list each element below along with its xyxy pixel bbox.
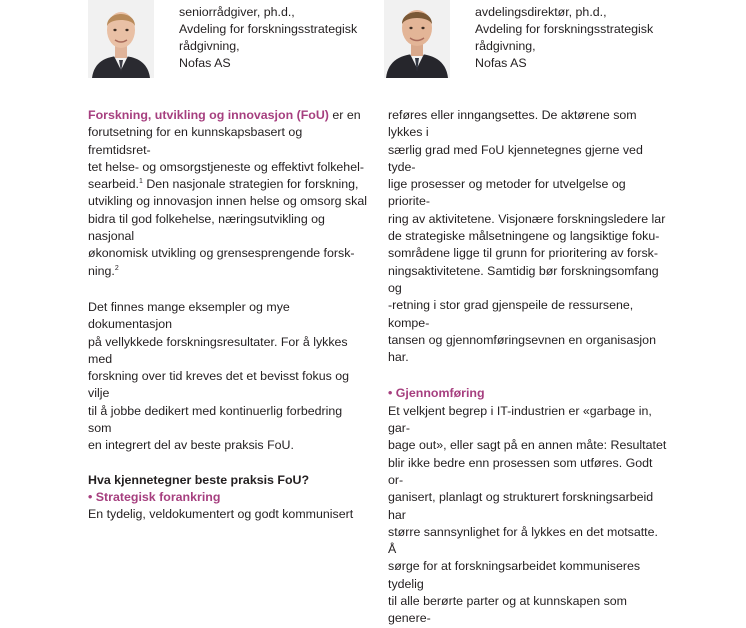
intro-line: tet helse- og omsorgstjeneste og effektivt folkehel- — [88, 159, 364, 174]
paragraph-line: ningsaktivitetene. Samtidig bør forskningsomfang og — [388, 263, 659, 295]
paragraph-line: forskning over tid kreves det et bevisst fokus og vilje — [88, 369, 350, 401]
author-2-role: avdelingsdirektør, ph.d., — [475, 5, 607, 19]
paragraph-line: blir ikke bedre enn prosessen som utføres. Godt or- — [388, 455, 653, 487]
intro-line: er en — [328, 108, 361, 122]
author-1-info — [179, 4, 357, 72]
intro-line: bidra til god folkehelse, næringsutvikling og nasjonal — [88, 211, 325, 244]
right-column — [388, 107, 668, 628]
intro-line: searbeid. — [88, 177, 139, 192]
intro-line: ning. — [88, 263, 115, 278]
intro-line: utvikling og innovasjon innen helse og omsorg skal — [88, 194, 367, 209]
paragraph-line: på vellykkede forskningsresultater. For å lykkes med — [88, 334, 348, 366]
paragraph-line: -retning i stor grad gjenspeile de ressursene, kompe- — [388, 298, 634, 330]
author-2-info — [475, 4, 653, 72]
paragraph-2 — [88, 299, 368, 455]
intro-line: Den nasjonale strategien for forskning, — [142, 177, 359, 192]
paragraph-line: ganisert, planlagt og strukturert forskningsarbeid har — [388, 490, 654, 522]
paragraph-line: reføres eller inngangsettes. De aktørene som lykkes i — [388, 108, 637, 140]
paragraph-line: Det finnes mange eksempler og mye dokumentasjon — [88, 299, 290, 332]
paragraph-gjennomforing — [388, 403, 668, 628]
author-photo-2 — [384, 0, 450, 78]
author-1-dept-line1: Avdeling for forskningsstrategisk — [179, 22, 358, 36]
paragraph-line: til å jobbe dedikert med kontinuerlig forbedring som — [88, 403, 343, 436]
paragraph-line: En tydelig, veldokumentert og godt kommunisert — [88, 507, 354, 522]
paragraph-continued — [388, 107, 668, 366]
footnote-ref-1: 1 — [138, 178, 143, 186]
paragraph-line: tansen og gjennomføringsevnen en organisasjon har. — [388, 332, 656, 365]
paragraph-line: til alle berørte parter og at kunnskapen som genere- — [388, 594, 627, 626]
paragraph-line: bage out», eller sagt på en annen måte: Resultatet — [388, 438, 667, 453]
author-2-dept-line2: rådgivning, — [475, 39, 536, 53]
paragraph-line: ring av aktivitetene. Visjonære forskningsledere lar — [388, 211, 666, 226]
intro-paragraph — [88, 107, 368, 280]
author-1-role: seniorrådgiver, ph.d., — [179, 5, 295, 19]
left-column — [88, 107, 368, 524]
author-photo-1 — [88, 0, 154, 78]
author-1-org: Nofas AS — [179, 56, 231, 70]
author-2-org: Nofas AS — [475, 56, 527, 70]
bullet-gjennomforing: • Gjennomføring — [388, 386, 485, 401]
paragraph-line: særlig grad med FoU kjennetegnes gjerne ved tyde- — [388, 142, 643, 174]
footnote-ref-2: 2 — [114, 264, 119, 272]
paragraph-line: en integrert del av beste praksis FoU. — [88, 438, 294, 453]
paragraph-line: sområdene ligge til grunn for prioritering av forsk- — [388, 246, 658, 261]
paragraph-line: de strategiske målsetningene og langsiktige foku- — [388, 229, 660, 244]
bullet-strategisk-forankring: • Strategisk forankring — [88, 489, 221, 504]
intro-line: forutsetning for en kunnskapsbasert og fremtidsret- — [88, 125, 303, 157]
paragraph-line: sørge for at forskningsarbeidet kommuniseres tydelig — [388, 559, 641, 591]
author-1-dept-line2: rådgivning, — [179, 39, 240, 53]
intro-highlight: Forskning, utvikling og innovasjon (FoU) — [88, 108, 329, 122]
section-heading: Hva kjennetegner beste praksis FoU? — [88, 472, 310, 487]
paragraph-line: Et velkjent begrep i IT-industrien er «garbage in, gar- — [388, 403, 652, 436]
intro-line: økonomisk utvikling og grensesprengende forsk- — [88, 246, 355, 261]
paragraph-line: lige prosesser og metoder for utvelgelse og priorite- — [388, 177, 626, 209]
paragraph-line: større sannsynlighet for å lykkes en det motsatte. Å — [388, 524, 658, 557]
author-2-dept-line1: Avdeling for forskningsstrategisk — [475, 22, 654, 36]
